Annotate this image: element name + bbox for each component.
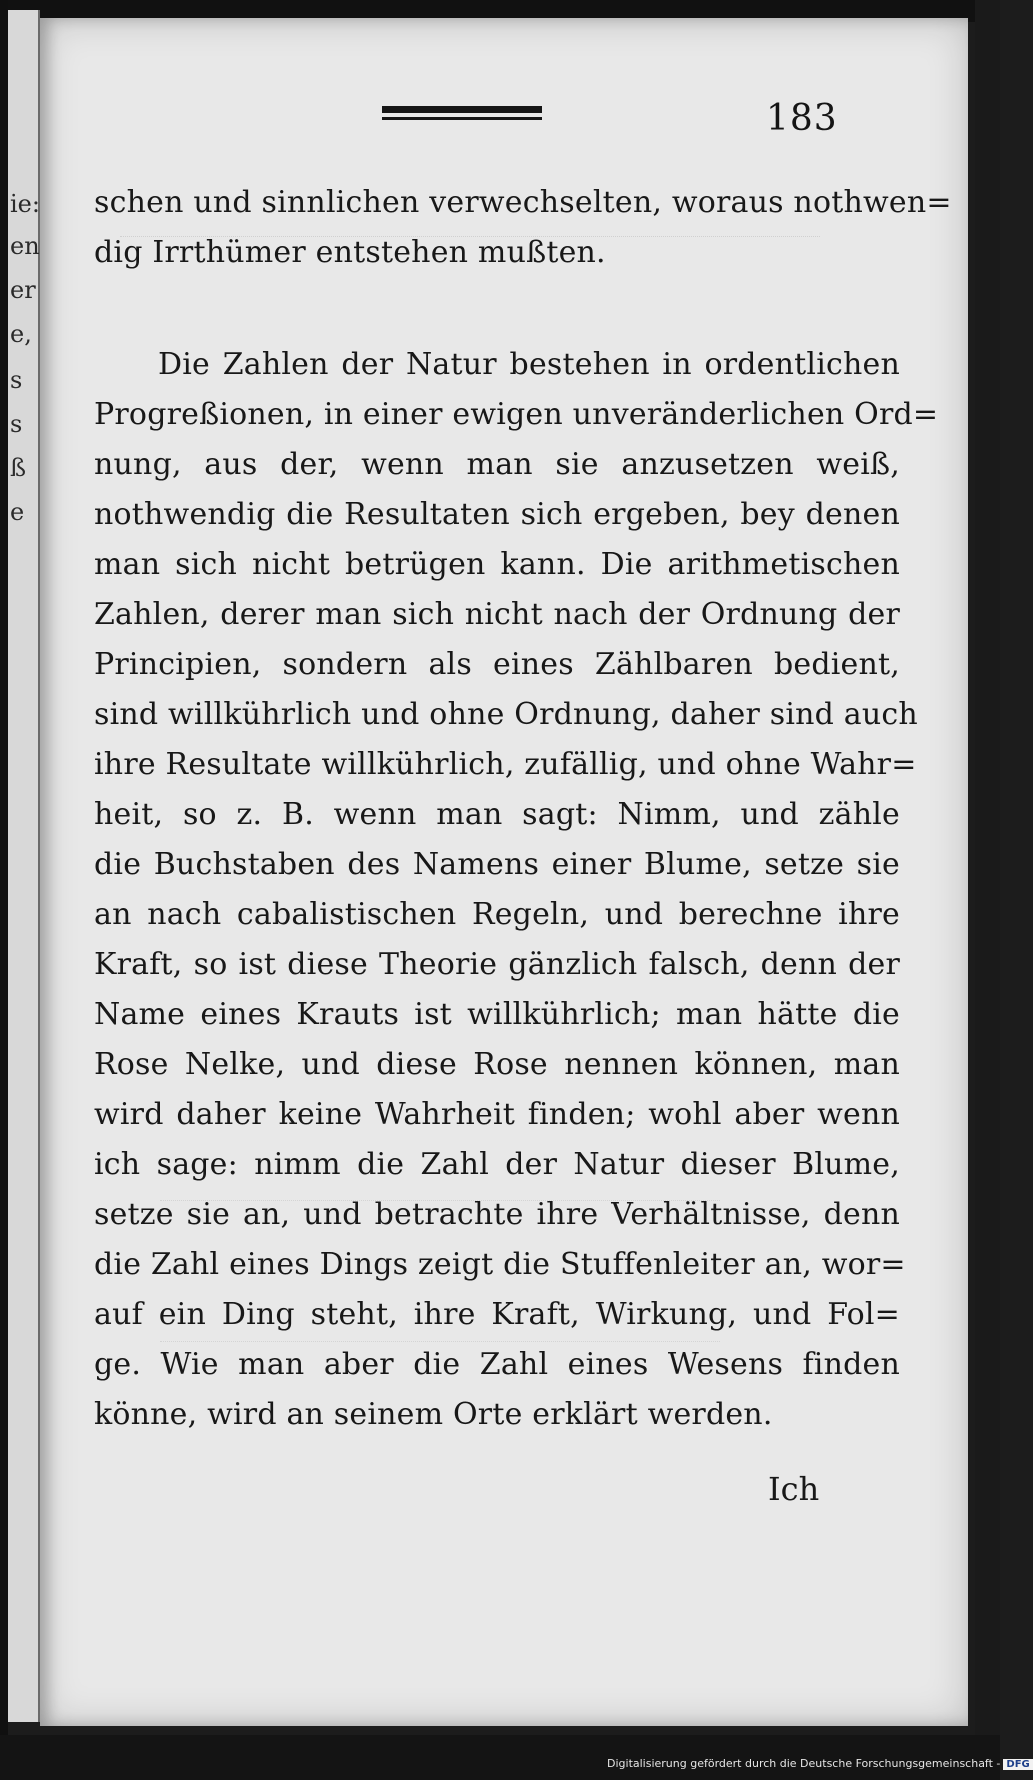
text-line: nung, aus der, wenn man sie anzusetzen weiß, (94, 447, 900, 482)
text-line: man sich nicht betrügen kann. Die arithmetischen (94, 547, 900, 582)
page-number: 183 (766, 98, 838, 139)
text-line: auf ein Ding steht, ihre Kraft, Wirkung, und Fol= (94, 1297, 900, 1332)
facing-page-fragment: s (10, 410, 23, 438)
text-line: ge. Wie man aber die Zahl eines Wesens finden (94, 1347, 900, 1382)
digitization-credit (607, 1757, 1033, 1770)
book-page (40, 18, 968, 1726)
facing-page-edge (8, 10, 40, 1722)
text-line: an nach cabalistischen Regeln, und berechne ihre (94, 897, 900, 932)
text-line: Kraft, so ist diese Theorie gänzlich falsch, denn der (94, 947, 900, 982)
facing-page-fragment: s (10, 366, 23, 394)
credit-text: Digitalisierung gefördert durch die Deutsche Forschungsgemeinschaft - (607, 1757, 1001, 1770)
text-line: ich sage: nimm die Zahl der Natur dieser Blume, (94, 1147, 900, 1182)
text-line: wird daher keine Wahrheit finden; wohl aber wenn (94, 1097, 900, 1132)
text-line: Name eines Krauts ist willkührlich; man hätte die (94, 997, 900, 1032)
facing-page-fragment: e, (10, 320, 32, 348)
dfg-logo: DFG (1003, 1759, 1032, 1770)
facing-page-fragment: ie: (10, 190, 40, 218)
text-line: setze sie an, und betrachte ihre Verhältnisse, denn (94, 1197, 900, 1232)
text-line: sind willkührlich und ohne Ordnung, daher sind auch (94, 697, 918, 732)
catchword: Ich (768, 1470, 820, 1508)
text-line: nothwendig die Resultaten sich ergeben, bey denen (94, 497, 900, 532)
text-line: dig Irrthümer entstehen mußten. (94, 235, 606, 270)
facing-page-fragment: ß (10, 454, 27, 482)
text-line: Die Zahlen der Natur bestehen in ordentlichen (158, 347, 900, 382)
facing-page-fragment: er (10, 276, 36, 304)
text-line: schen und sinnlichen verwechselten, woraus nothwen= (94, 185, 952, 220)
scan-border-left (0, 0, 8, 1780)
text-line: Zahlen, derer man sich nicht nach der Ordnung der (94, 597, 900, 632)
text-line: Progreßionen, in einer ewigen unveränderlichen Ord= (94, 397, 939, 432)
text-line: Rose Nelke, und diese Rose nennen können, man (94, 1047, 900, 1082)
facing-page-fragment: en (10, 232, 40, 260)
text-line: Principien, sondern als eines Zählbaren bedient, (94, 647, 900, 682)
scan-border-right (975, 0, 1000, 1780)
header-rule (382, 106, 542, 124)
text-line: die Buchstaben des Namens einer Blume, setze sie (94, 847, 900, 882)
text-line: könne, wird an seinem Orte erklärt werden. (94, 1397, 773, 1432)
paragraph (94, 178, 952, 278)
paragraph (94, 340, 939, 1440)
text-line: ihre Resultate willkührlich, zufällig, und ohne Wahr= (94, 747, 917, 782)
text-line: heit, so z. B. wenn man sagt: Nimm, und zähle (94, 797, 900, 832)
text-line: die Zahl eines Dings zeigt die Stuffenleiter an, wor= (94, 1247, 906, 1282)
facing-page-fragment: e (10, 498, 25, 526)
